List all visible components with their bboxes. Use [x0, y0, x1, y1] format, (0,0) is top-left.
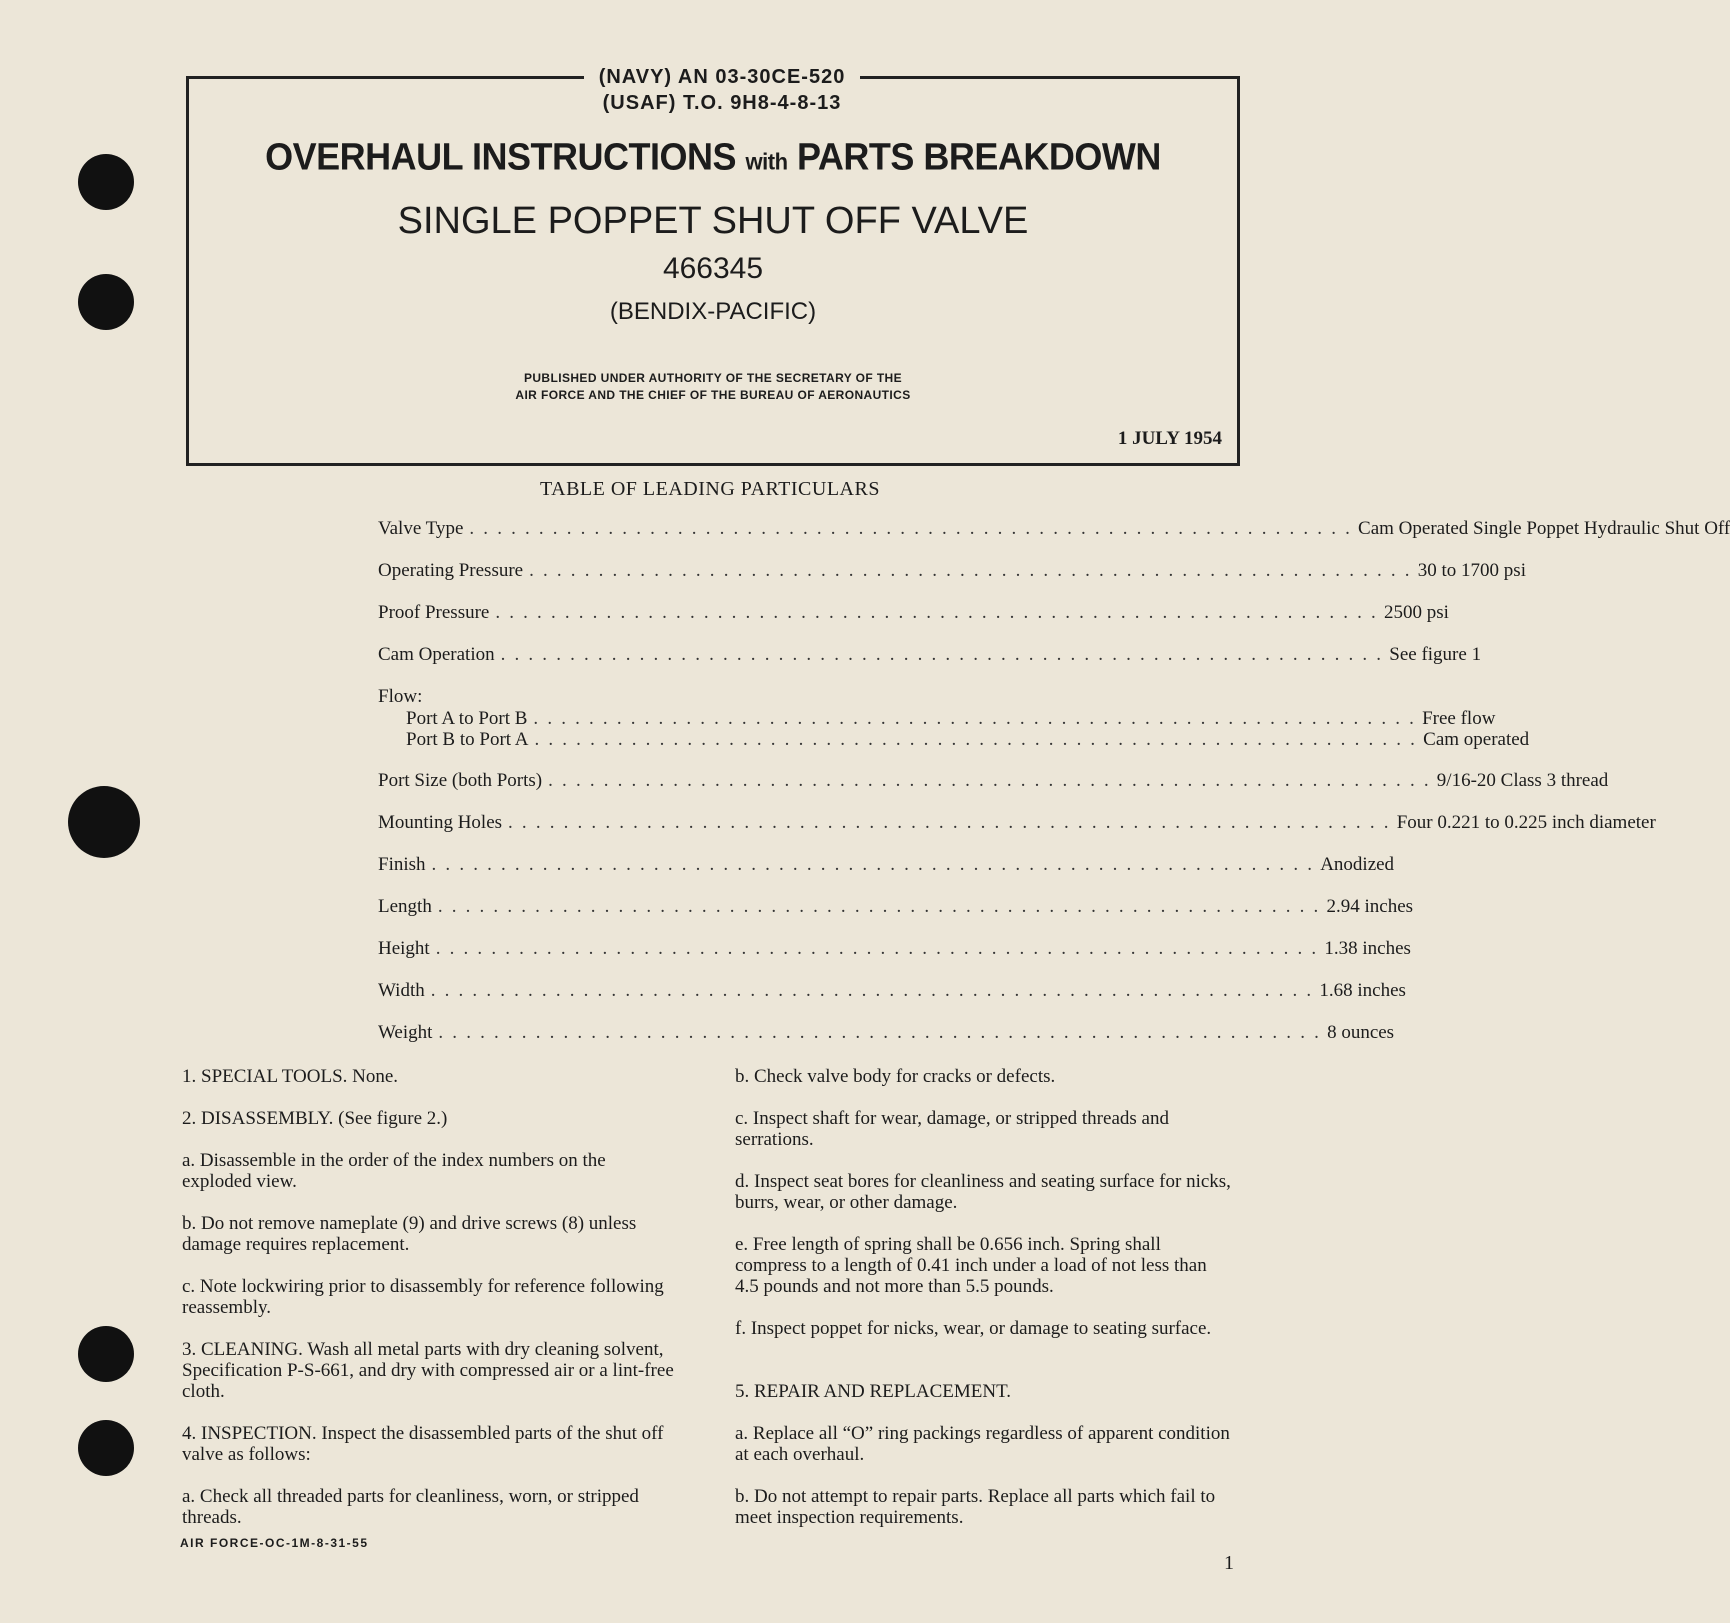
- document-title: [186, 135, 1240, 179]
- particulars-title: TABLE OF LEADING PARTICULARS: [540, 478, 880, 500]
- particulars-row: [378, 980, 1406, 1002]
- authority-line: PUBLISHED UNDER AUTHORITY OF THE SECRETARY OF THE: [523, 371, 903, 385]
- row-label: Proof Pressure: [378, 602, 490, 623]
- paragraph: d. Inspect seat bores for cleanliness and seating surface for nicks, burrs, wear, or other damage.: [735, 1171, 1231, 1213]
- particulars-row: [378, 854, 1395, 876]
- page-number: 1: [1224, 1552, 1234, 1574]
- binder-hole: [78, 1420, 134, 1476]
- paragraph: c. Note lockwiring prior to disassembly for reference following reassembly.: [182, 1276, 664, 1318]
- row-value: Cam operated: [1423, 729, 1530, 750]
- binder-hole: [78, 154, 134, 210]
- particulars-row: [406, 708, 1496, 730]
- particulars-row: [378, 938, 1411, 960]
- row-label: Weight: [378, 1022, 433, 1043]
- row-value: 30 to 1700 psi: [1417, 560, 1526, 581]
- navy-number: (NAVY) AN 03-30CE-520: [598, 66, 846, 88]
- particulars-row: [406, 729, 1530, 751]
- row-label: Port A to Port B: [406, 708, 528, 729]
- title-with: with: [745, 148, 788, 175]
- row-value: 9/16-20 Class 3 thread: [1436, 770, 1609, 791]
- paragraph: 1. SPECIAL TOOLS. None.: [182, 1066, 399, 1087]
- usaf-number: (USAF) T.O. 9H8-4-8-13: [602, 92, 842, 114]
- part-number: 466345: [662, 252, 764, 285]
- paragraph: 5. REPAIR AND REPLACEMENT.: [735, 1381, 1012, 1402]
- paragraph: 3. CLEANING. Wash all metal parts with dry cleaning solvent, Specification P-S-661, and dry with compressed air or a lint-free cloth.: [182, 1339, 674, 1402]
- document-subtitle: SINGLE POPPET SHUT OFF VALVE: [397, 200, 1029, 242]
- leader-dots: . . . . . . . . . . . . . . . . . . . . . . . . . . . . . . . . . . . . . . . . . . . . . . . . . . . . . . . . . . . . . . . .: [508, 812, 1391, 833]
- row-label: Port Size (both Ports): [378, 770, 543, 791]
- title-part2: PARTS BREAKDOWN: [797, 134, 1161, 178]
- binder-hole: [78, 1326, 134, 1382]
- leader-dots: . . . . . . . . . . . . . . . . . . . . . . . . . . . . . . . . . . . . . . . . . . . . . . . . . . . . . . . . . . . . . . . .: [431, 854, 1315, 875]
- row-label: Mounting Holes: [378, 812, 503, 833]
- paragraph: e. Free length of spring shall be 0.656 inch. Spring shall compress to a length of 0.41 inch under a load of not less than 4.5 pounds and not more than 5.5 pounds.: [735, 1234, 1207, 1297]
- title-part1: OVERHAUL INSTRUCTIONS: [265, 134, 736, 178]
- row-label: Port B to Port A: [406, 729, 529, 750]
- row-value: See figure 1: [1389, 644, 1482, 665]
- row-value: 1.38 inches: [1324, 938, 1411, 959]
- particulars-row: [378, 560, 1526, 582]
- row-label: Length: [378, 896, 432, 917]
- leader-dots: . . . . . . . . . . . . . . . . . . . . . . . . . . . . . . . . . . . . . . . . . . . . . . . . . . . . . . . . . . . . . . . .: [548, 770, 1431, 791]
- particulars-row: [378, 770, 1609, 792]
- binder-hole: [68, 786, 140, 858]
- paragraph: b. Check valve body for cracks or defects.: [735, 1066, 1056, 1087]
- row-value: Anodized: [1320, 854, 1395, 875]
- leader-dots: . . . . . . . . . . . . . . . . . . . . . . . . . . . . . . . . . . . . . . . . . . . . . . . . . . . . . . . . . . . . . . . .: [437, 896, 1321, 917]
- print-code: AIR FORCE-OC-1M-8-31-55: [180, 1536, 369, 1550]
- leader-dots: . . . . . . . . . . . . . . . . . . . . . . . . . . . . . . . . . . . . . . . . . . . . . . . . . . . . . . . . . . . . . . . .: [438, 1022, 1322, 1043]
- leader-dots: . . . . . . . . . . . . . . . . . . . . . . . . . . . . . . . . . . . . . . . . . . . . . . . . . . . . . . . . . . . . . . . .: [533, 708, 1417, 729]
- leader-dots: . . . . . . . . . . . . . . . . . . . . . . . . . . . . . . . . . . . . . . . . . . . . . . . . . . . . . . . . . . . . . . . .: [500, 644, 1384, 665]
- leader-dots: . . . . . . . . . . . . . . . . . . . . . . . . . . . . . . . . . . . . . . . . . . . . . . . . . . . . . . . . . . . . . . . .: [430, 980, 1314, 1001]
- leader-dots: . . . . . . . . . . . . . . . . . . . . . . . . . . . . . . . . . . . . . . . . . . . . . . . . . . . . . . . . . . . . . . . .: [435, 938, 1319, 959]
- paragraph: b. Do not remove nameplate (9) and drive screws (8) unless damage requires replacement.: [182, 1213, 637, 1255]
- paragraph: 2. DISASSEMBLY. (See figure 2.): [182, 1108, 448, 1129]
- binder-hole: [78, 274, 134, 330]
- publication-date: 1 JULY 1954: [1117, 428, 1222, 449]
- authority-statement: [186, 370, 1240, 404]
- particulars-row: [378, 896, 1414, 918]
- row-value: 2.94 inches: [1326, 896, 1414, 917]
- particulars-row: [378, 644, 1482, 666]
- flow-heading: Flow:: [378, 686, 423, 707]
- paragraph: c. Inspect shaft for wear, damage, or stripped threads and serrations.: [735, 1108, 1169, 1150]
- particulars-row: [378, 602, 1449, 624]
- row-value: 8 ounces: [1327, 1022, 1395, 1043]
- particulars-row: [378, 812, 1656, 834]
- leader-dots: . . . . . . . . . . . . . . . . . . . . . . . . . . . . . . . . . . . . . . . . . . . . . . . . . . . . . . . . . . . . . . . .: [529, 560, 1412, 581]
- row-value: 1.68 inches: [1319, 980, 1406, 1001]
- leader-dots: . . . . . . . . . . . . . . . . . . . . . . . . . . . . . . . . . . . . . . . . . . . . . . . . . . . . . . . . . . . . . . . .: [534, 729, 1418, 750]
- row-label: Height: [378, 938, 430, 959]
- authority-line: AIR FORCE AND THE CHIEF OF THE BUREAU OF AERONAUTICS: [515, 388, 911, 402]
- document-numbers: [584, 64, 860, 116]
- paragraph: a. Disassemble in the order of the index numbers on the exploded view.: [182, 1150, 606, 1192]
- row-label: Finish: [378, 854, 426, 875]
- paragraph: 4. INSPECTION. Inspect the disassembled parts of the shut off valve as follows:: [182, 1423, 664, 1465]
- paragraph: a. Check all threaded parts for cleanliness, worn, or stripped threads.: [182, 1486, 639, 1528]
- row-value: Cam Operated Single Poppet Hydraulic Shut Off: [1358, 518, 1730, 539]
- manufacturer: (BENDIX-PACIFIC): [609, 298, 817, 325]
- row-label: Operating Pressure: [378, 560, 524, 581]
- row-value: Four 0.221 to 0.225 inch diameter: [1396, 812, 1656, 833]
- particulars-row: [378, 518, 1730, 540]
- row-label: Width: [378, 980, 425, 1001]
- row-value: 2500 psi: [1384, 602, 1449, 623]
- row-value: Free flow: [1422, 708, 1496, 729]
- row-label: Cam Operation: [378, 644, 495, 665]
- paragraph: a. Replace all “O” ring packings regardless of apparent condition at each overhaul.: [735, 1423, 1230, 1465]
- paragraph: b. Do not attempt to repair parts. Replace all parts which fail to meet inspection requirements.: [735, 1486, 1216, 1528]
- paragraph: f. Inspect poppet for nicks, wear, or damage to seating surface.: [735, 1318, 1212, 1339]
- leader-dots: . . . . . . . . . . . . . . . . . . . . . . . . . . . . . . . . . . . . . . . . . . . . . . . . . . . . . . . . . . . . . . . .: [469, 518, 1353, 539]
- row-label: Valve Type: [378, 518, 464, 539]
- leader-dots: . . . . . . . . . . . . . . . . . . . . . . . . . . . . . . . . . . . . . . . . . . . . . . . . . . . . . . . . . . . . . . . .: [495, 602, 1379, 623]
- particulars-row: [378, 1022, 1395, 1044]
